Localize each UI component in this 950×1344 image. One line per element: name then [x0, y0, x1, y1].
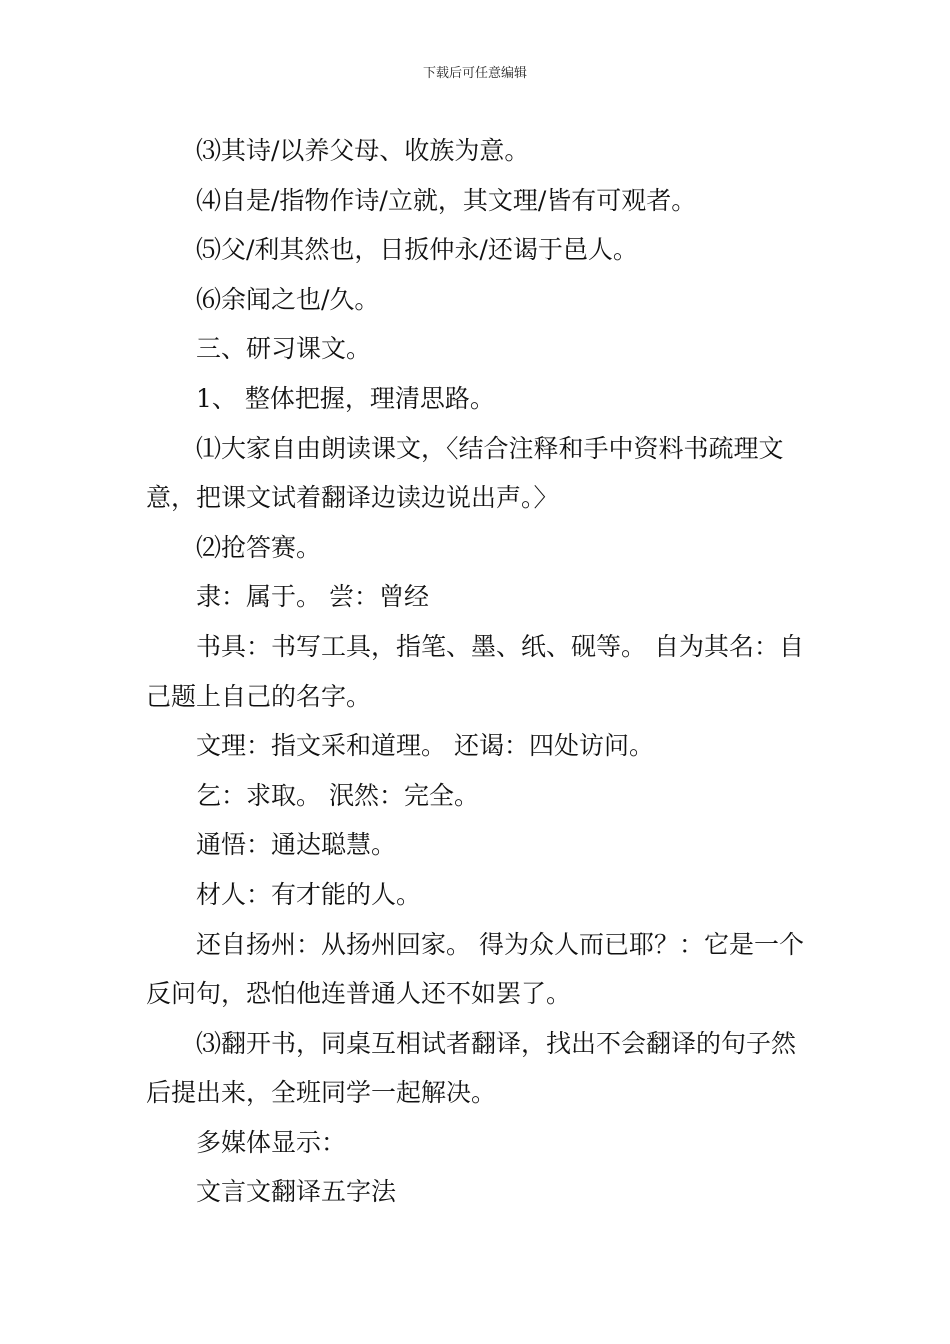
subsection-heading: 1、 整体把握，理清思路。 [196, 383, 495, 413]
document-body [146, 126, 810, 1217]
paragraph: 文理：指文采和道理。 还谒：四处访问。 [196, 731, 654, 761]
paragraph: ⑶翻开书，同桌互相试者翻译，找出不会翻译的句子然后提出来，全班同学一起解决。 [146, 1028, 797, 1108]
paragraph: 通悟：通达聪慧。 [196, 830, 397, 860]
paragraph: 书具：书写工具，指笔、墨、纸、砚等。 自为其名：自己题上自己的名字。 [146, 631, 804, 711]
paragraph: ⑹余闻之也/久。 [196, 284, 380, 314]
paragraph: 隶：属于。 尝：曾经 [196, 582, 429, 612]
paragraph: ⑸父/利其然也，日扳仲永/还谒于邑人。 [196, 235, 638, 265]
paragraph: 材人：有才能的人。 [196, 879, 422, 909]
paragraph: 文言文翻译五字法 [196, 1177, 397, 1207]
paragraph: 多媒体显示： [196, 1127, 347, 1157]
paragraph: 还自扬州：从扬州回家。 得为众人而已耶？：它是一个反问句，恐怕他连普通人还不如罢了。 [146, 929, 804, 1009]
page-header: 下载后可任意编辑 [422, 66, 527, 81]
paragraph: ⑵抢答赛。 [196, 532, 322, 562]
section-heading: 三、研习课文。 [196, 334, 372, 364]
paragraph: 乞：求取。 泯然：完全。 [196, 780, 479, 810]
paragraph: ⑴大家自由朗读课文，〈结合注释和手中资料书疏理文意，把课文试着翻译边读边说出声。〉 [146, 433, 784, 513]
paragraph: ⑷自是/指物作诗/立就，其文理/皆有可观者。 [196, 185, 697, 215]
paragraph: ⑶其诗/以养父母、收族为意。 [196, 136, 530, 165]
